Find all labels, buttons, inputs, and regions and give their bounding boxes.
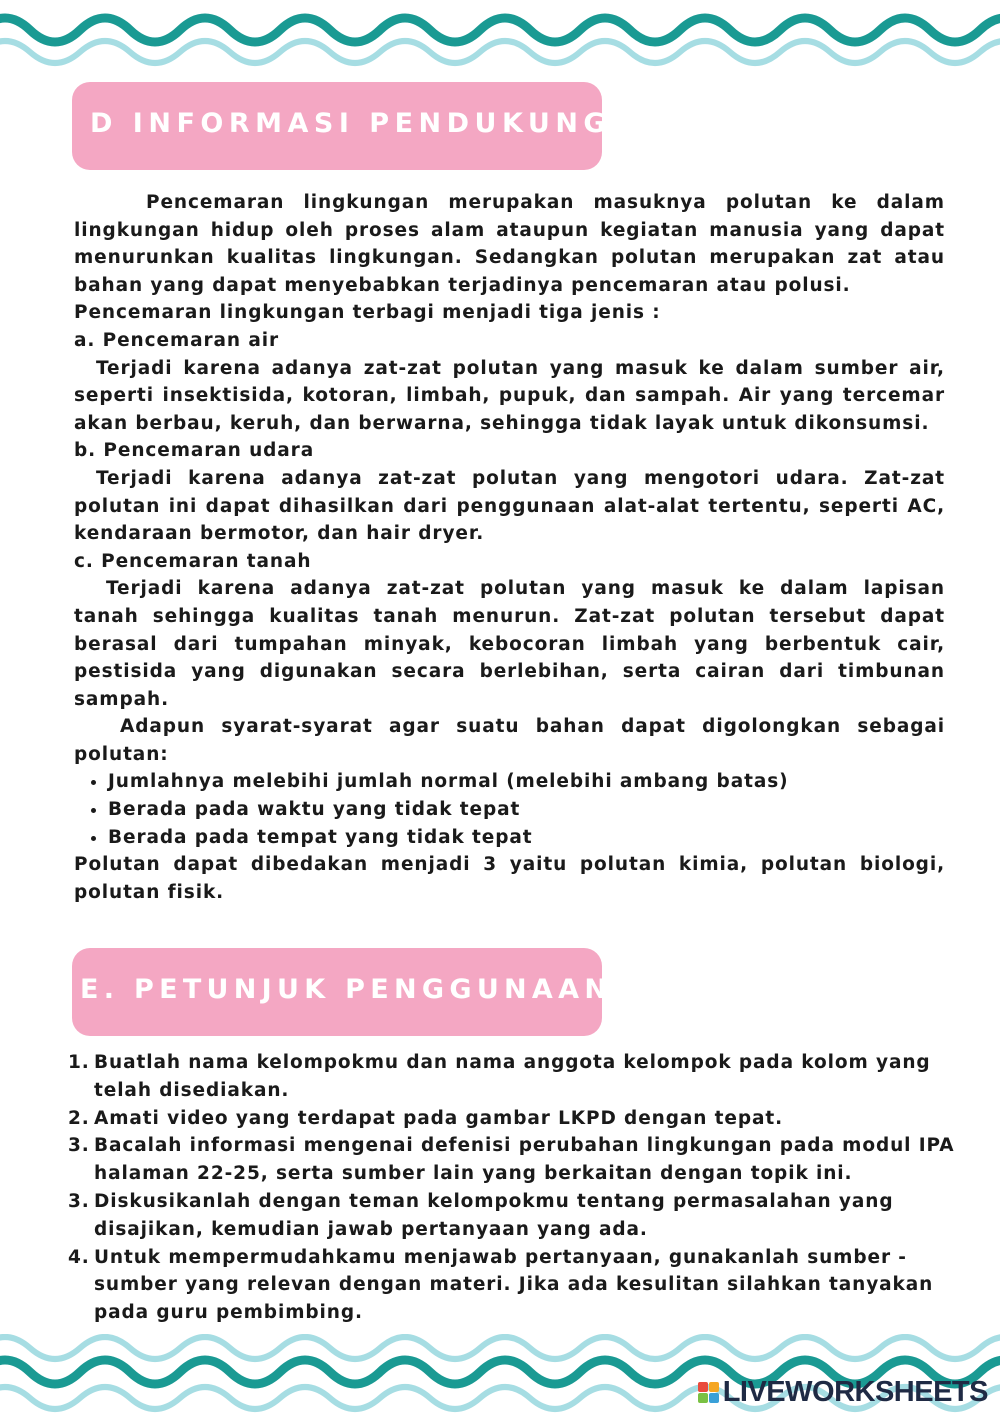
list-item: • Berada pada waktu yang tidak tepat — [108, 796, 945, 824]
intro-paragraph: Pencemaran lingkungan merupakan masuknya polutan ke dalam lingkungan hidup oleh proses alam ataupun kegiatan manusia yang dapat menurunkan kualitas lingkungan. Sedangkan polutan merupakan zat atau bahan yang dapat menyebabkan terjadinya pencemaran atau polusi. — [74, 192, 945, 296]
step-number: 2. — [68, 1107, 90, 1129]
step-text: Bacalah informasi mengenai defenisi perubahan lingkungan pada modul IPA halaman 22-25, serta sumber lain yang berkaitan dengan topik ini. — [94, 1135, 955, 1185]
step-text: Buatlah nama kelompokmu dan nama anggota kelompok pada kolom yang telah disediakan. — [94, 1052, 931, 1101]
list-item — [68, 1049, 968, 1105]
step-number: 4. — [68, 1246, 90, 1268]
top-wave-border — [0, 0, 1000, 70]
instruction-list — [68, 1049, 968, 1327]
list-item — [68, 1132, 968, 1188]
list-item — [68, 1244, 968, 1327]
list-item — [68, 1188, 968, 1244]
watermark-text: LIVEWORKSHEETS — [722, 1375, 988, 1408]
step-number: 1. — [68, 1052, 90, 1073]
types-intro: Pencemaran lingkungan terbagi menjadi tiga jenis : — [74, 302, 661, 324]
syarat-list — [74, 768, 945, 851]
section-e-heading — [72, 948, 613, 1036]
liveworksheets-watermark[interactable] — [698, 1374, 988, 1410]
paragraph-tanah: Terjadi karena adanya zat-zat polutan yang masuk ke dalam lapisan tanah sehingga kualitas tanah menurun. Zat-zat polutan tersebut dapat berasal dari tumpahan minyak, kebocoran limbah yang berbentuk cair, pestisida yang digunakan secara berlebihan, serta cairan dari timbunan sampah. — [74, 578, 945, 710]
step-text: Diskusikanlah dengan teman kelompokmu tentang permasalahan yang disajikan, kemudian jawab pertanyaan yang ada. — [94, 1190, 894, 1240]
section-d-title: D INFORMASI PENDUKUNG — [90, 108, 612, 139]
subheading-tanah: c. Pencemaran tanah — [74, 550, 312, 572]
step-text: Untuk mempermudahkamu menjawab pertanyaan, gunakanlah sumber - sumber yang relevan dengan materi. Jika ada kesulitan silahkan tanyakan pada guru pembimbing. — [94, 1246, 934, 1324]
syarat-intro: Adapun syarat-syarat agar suatu bahan dapat digolongkan sebagai polutan: — [74, 716, 945, 765]
section-d-heading — [72, 82, 612, 170]
subheading-udara: b. Pencemaran udara — [74, 440, 315, 462]
subheading-air: a. Pencemaran air — [74, 329, 279, 351]
step-number: 3. — [68, 1135, 90, 1157]
liveworksheets-logo-icon — [698, 1382, 719, 1403]
section-d-content — [74, 189, 945, 906]
list-item: • Jumlahnya melebihi jumlah normal (melebihi ambang batas) — [108, 768, 945, 796]
list-item: • Berada pada tempat yang tidak tepat — [108, 824, 945, 852]
closing-paragraph: Polutan dapat dibedakan menjadi 3 yaitu polutan kimia, polutan biologi, polutan fisik. — [74, 854, 945, 903]
step-text: Amati video yang terdapat pada gambar LKPD dengan tepat. — [94, 1107, 784, 1129]
list-item — [68, 1105, 968, 1133]
step-number: 3. — [68, 1190, 90, 1212]
paragraph-air: Terjadi karena adanya zat-zat polutan yang masuk ke dalam sumber air, seperti insektisida, kotoran, limbah, pupuk, dan sampah. Air yang tercemar akan berbau, keruh, dan berwarna, sehingga tidak layak untuk dikonsumsi. — [74, 357, 945, 434]
paragraph-udara: Terjadi karena adanya zat-zat polutan yang mengotori udara. Zat-zat polutan ini dapat dihasilkan dari penggunaan alat-alat tertentu, seperti AC, kendaraan bermotor, dan hair dryer. — [74, 467, 945, 545]
section-e-title: E. PETUNJUK PENGGUNAAN — [80, 974, 613, 1005]
